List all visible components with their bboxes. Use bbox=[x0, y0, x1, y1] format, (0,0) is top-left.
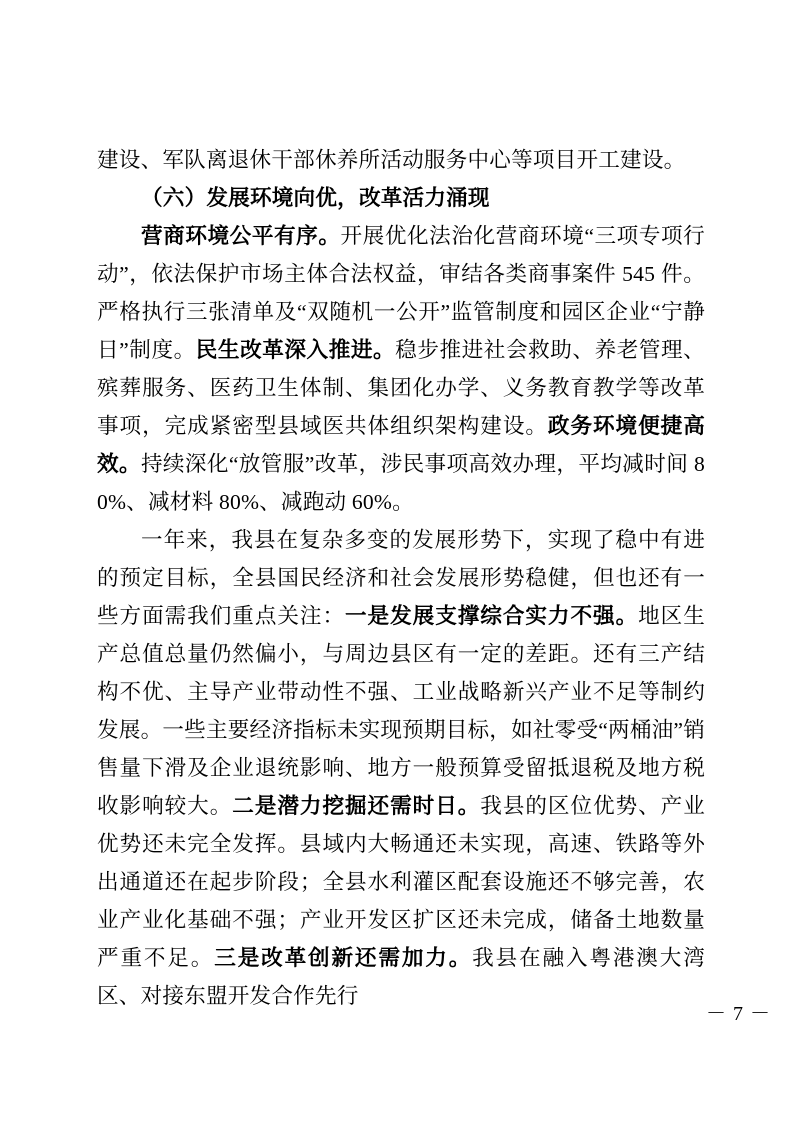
emphasis-text: 政务环境便捷高效。 bbox=[97, 414, 705, 476]
emphasis-text: 一是发展支撑综合实力不强。 bbox=[345, 604, 639, 628]
body-text: 我县的区位优势、产业优势还未完全发挥。县域内大畅通还未实现，高速、铁路等外出通道还在起步阶段；全县水利灌区配套设施还不够完善，农业产业化基础不强；产业开发区扩区还未完成，储备土地数量严重不足。 bbox=[97, 794, 706, 970]
emphasis-text: 民生改革深入推进。 bbox=[195, 338, 396, 362]
body-text: 持续深化“放管服”改革，涉民事项高效办理，平均减时间 80%、减材料 80%、减跑动 60%。 bbox=[97, 452, 705, 514]
body-text: 建设、军队离退休干部休养所活动服务中心等项目开工建设。 bbox=[97, 148, 686, 172]
continuation-paragraph bbox=[97, 141, 705, 179]
body-text: 地区生产总值总量仍然偏小，与周边县区有一定的差距。还有三产结构不优、主导产业带动性不强、工业战略新兴产业不足等制约发展。一些主要经济指标未实现预期目标，如社零受“两桶油”销售量下滑及企业退统影响、地方一般预算受留抵退税及地方税收影响较大。 bbox=[97, 604, 706, 818]
body-text: 一年来，我县在复杂多变的发展形势下，实现了稳中有进的预定目标，全县国民经济和社会发展形势稳健，但也还有一些方面需我们重点关注： bbox=[97, 528, 705, 628]
emphasis-text: 二是潜力挖掘还需时日。 bbox=[232, 794, 481, 818]
body-text: 稳步推进社会救助、养老管理、殡葬服务、医药卫生体制、集团化办学、义务教育教学等改革事项，完成紧密型县域医共体组织架构建设。 bbox=[97, 338, 705, 438]
page-number: － 7 － bbox=[706, 1003, 771, 1025]
emphasis-text: 三是改革创新还需加力。 bbox=[214, 946, 473, 970]
body-text: 开展优化法治化营商环境“三项专项行动”，依法保护市场主体合法权益，审结各类商事案件 545 件。严格执行三张清单及“双随机一公开”监管制度和园区企业“宁静日”制度。 bbox=[97, 224, 705, 362]
section-heading bbox=[97, 179, 705, 217]
emphasis-text: 营商环境公平有序。 bbox=[141, 224, 341, 248]
body-paragraph-summary bbox=[97, 521, 705, 1015]
body-paragraph-environment bbox=[97, 217, 705, 521]
document-body bbox=[97, 141, 705, 1015]
body-text: 我县在融入粤港澳大湾区、对接东盟开发合作先行 bbox=[97, 946, 705, 1008]
emphasis-text: （六）发展环境向优，改革活力涌现 bbox=[141, 186, 490, 210]
